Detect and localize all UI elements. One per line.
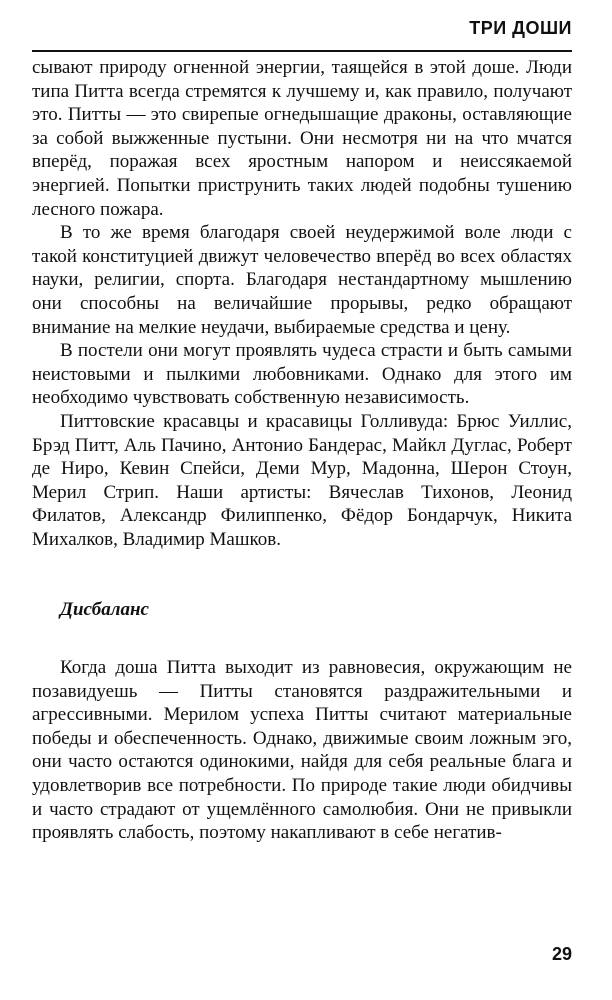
paragraph: Когда доша Питта выходит из равновесия, окружающим не позавидуешь — Питты становятся раздражительными и агрессивными. Мерилом успеха Питты считают материальные победы и обеспеченность. Однако, движимые своим ложным эго, они часто остаются одинокими, найдя для себя реальные блага и удовлетворив все потребности. По природе такие люди обидчивы и часто страдают от ущемлённого самолюбия. Они не привыкли проявлять слабость, поэтому накапливают в себе негатив- bbox=[32, 657, 572, 844]
running-head: ТРИ ДОШИ bbox=[469, 18, 572, 38]
header-rule bbox=[32, 50, 572, 52]
body-text bbox=[32, 56, 572, 845]
paragraph: Питтовские красавцы и красавицы Голливуда: Брюс Уиллис, Брэд Питт, Аль Пачино, Антонио Бандерас, Майкл Дуглас, Роберт де Ниро, Кевин Спейси, Деми Мур, Мадонна, Шерон Стоун, Мерил Стрип. Наши артисты: Вячеслав Тихонов, Леонид Филатов, Александр Филиппенко, Фёдор Бондарчук, Никита Михалков, Владимир Машков. bbox=[32, 410, 572, 550]
section-heading: Дисбаланс bbox=[60, 599, 149, 621]
paragraph-continued: сывают природу огненной энергии, таящейся в этой доше. Люди типа Питта всегда стремятся к лучшему и, как правило, получают это. Питты — это свирепые огнедышащие драконы, оставляющие за собой выжженные пустыни. Они несмотря ни на что мчатся вперёд, поражая всех яростным напором и неиссякаемой энергией. Попытки приструнить таких людей подобны тушению лесного пожара. bbox=[32, 57, 572, 220]
page-number: 29 bbox=[551, 944, 572, 964]
paragraph: В то же время благодаря своей неудержимой воле люди с такой конституцией движут человечество вперёд во всех областях науки, религии, спорта. Благодаря нестандартному мышлению они способны на величайшие прорывы, редко обращают внимание на мелкие неудачи, выбираемые средства и цену. bbox=[32, 222, 572, 338]
paragraph: В постели они могут проявлять чудеса страсти и быть самыми неистовыми и пылкими любовниками. Однако для этого им необходимо чувствовать собственную независимость. bbox=[32, 340, 572, 409]
